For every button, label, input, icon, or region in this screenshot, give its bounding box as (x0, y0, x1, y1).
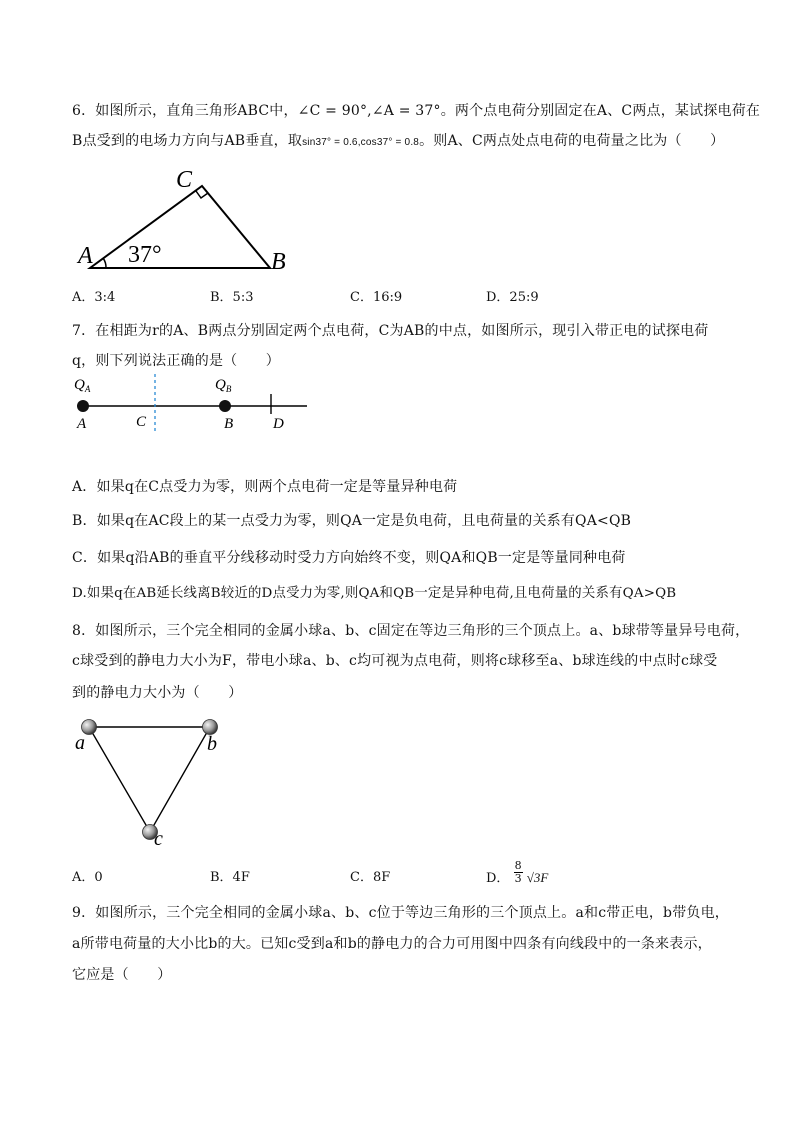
q8-option-a[interactable]: A．0 (72, 870, 103, 885)
q9-stem-line1: 9．如图所示，三个完全相同的金属小球a、b、c位于等边三角形的三个顶点上。a和c带正电，b带负电， (72, 905, 730, 921)
q7-label-d: D (273, 416, 284, 432)
q7-label-qb: $Q_B$ (215, 377, 232, 394)
q7-line-figure (72, 372, 312, 434)
q6-option-a[interactable]: A．3:4 (72, 290, 116, 305)
q8-label-a: a (75, 732, 85, 754)
q8-stem-line3: 到的静电力大小为（ ） (72, 685, 243, 701)
q6-angle-arc (103, 258, 106, 268)
q6-triangle (90, 186, 270, 268)
q7-stem-line1: 7．在相距为r的A、B两点分别固定两个点电荷，C为AB的中点，如图所示，现引入带正电的试探电荷 (72, 323, 709, 339)
q6-label-c: C (176, 167, 193, 193)
q7-charge-a (77, 400, 89, 412)
q7-option-b[interactable]: B．如果q在AC段上的某一点受力为零，则QA一定是负电荷，且电荷量的关系有QA<QB (72, 513, 632, 529)
q6-stem-text-a: B点受到的电场力方向与AB垂直，取 (72, 133, 303, 149)
q6-stem-line1: 6．如图所示，直角三角形ABC中，∠C = 90°,∠A = 37°。两个点电荷分别固定在A、C两点，某试探电荷在 (72, 103, 761, 119)
q6-triangle-figure (72, 165, 312, 280)
q6-angle-label: 37° (128, 242, 162, 268)
q9-stem-line3: 它应是（ ） (72, 967, 172, 983)
q8-option-b[interactable]: B．4F (210, 870, 250, 885)
q6-label-a: A (78, 243, 93, 269)
q6-option-b[interactable]: B．5:3 (210, 290, 254, 305)
q8-label-b: b (207, 733, 217, 755)
q8-option-d-label: D． (486, 871, 510, 886)
q7-stem-line2: q，则下列说法正确的是（ ） (72, 353, 280, 369)
q8-triangle-figure (72, 712, 232, 852)
q8-stem-line2: c球受到的静电力大小为F，带电小球a、b、c均可视为点电荷，则将c球移至a、b球连线的中点时c球受 (72, 653, 718, 669)
q7-label-qa: $Q_A$ (74, 377, 91, 394)
q7-option-a[interactable]: A．如果q在C点受力为零，则两个点电荷一定是等量异种电荷 (72, 479, 458, 495)
q8-fraction-numerator: 8 (514, 859, 522, 872)
q6-trig-values: sin37° = 0.6,cos37° = 0.8 (302, 137, 420, 148)
q7-label-a: A (77, 416, 87, 432)
q7-label-b: B (224, 416, 234, 432)
q8-label-c: c (154, 828, 163, 850)
q6-option-d[interactable]: D．25:9 (486, 290, 539, 305)
q8-option-d[interactable] (486, 859, 549, 887)
q7-label-c: C (136, 414, 147, 430)
q8-option-c[interactable]: C．8F (350, 870, 391, 885)
q7-charge-b (219, 400, 231, 412)
q8-option-d-radical: √3F (526, 870, 549, 885)
q6-stem-text-b: 。则A、C两点处点电荷的电荷量之比为（ ） (419, 133, 725, 149)
q9-stem-line2: a所带电荷量的大小比b的大。已知c受到a和b的静电力的合力可用图中四条有向线段中的一条来表示， (72, 936, 712, 952)
q8-option-d-fraction (514, 860, 523, 885)
q6-option-c[interactable]: C．16:9 (350, 290, 403, 305)
q6-stem-line2 (72, 132, 732, 152)
q8-triangle (89, 727, 210, 832)
q7-option-c[interactable]: C．如果q沿AB的垂直平分线移动时受力方向始终不变，则QA和QB一定是等量同种电荷 (72, 550, 626, 566)
q8-fraction-denominator: 3 (514, 872, 522, 885)
q6-label-b: B (271, 249, 286, 275)
q7-option-d[interactable]: D.如果q在AB延长线离B较近的D点受力为零,则QA和QB一定是异种电荷,且电荷量的关系有QA>QB (72, 586, 677, 601)
q8-stem-line1: 8．如图所示，三个完全相同的金属小球a、b、c固定在等边三角形的三个顶点上。a、b球带等量异号电荷， (72, 623, 750, 639)
